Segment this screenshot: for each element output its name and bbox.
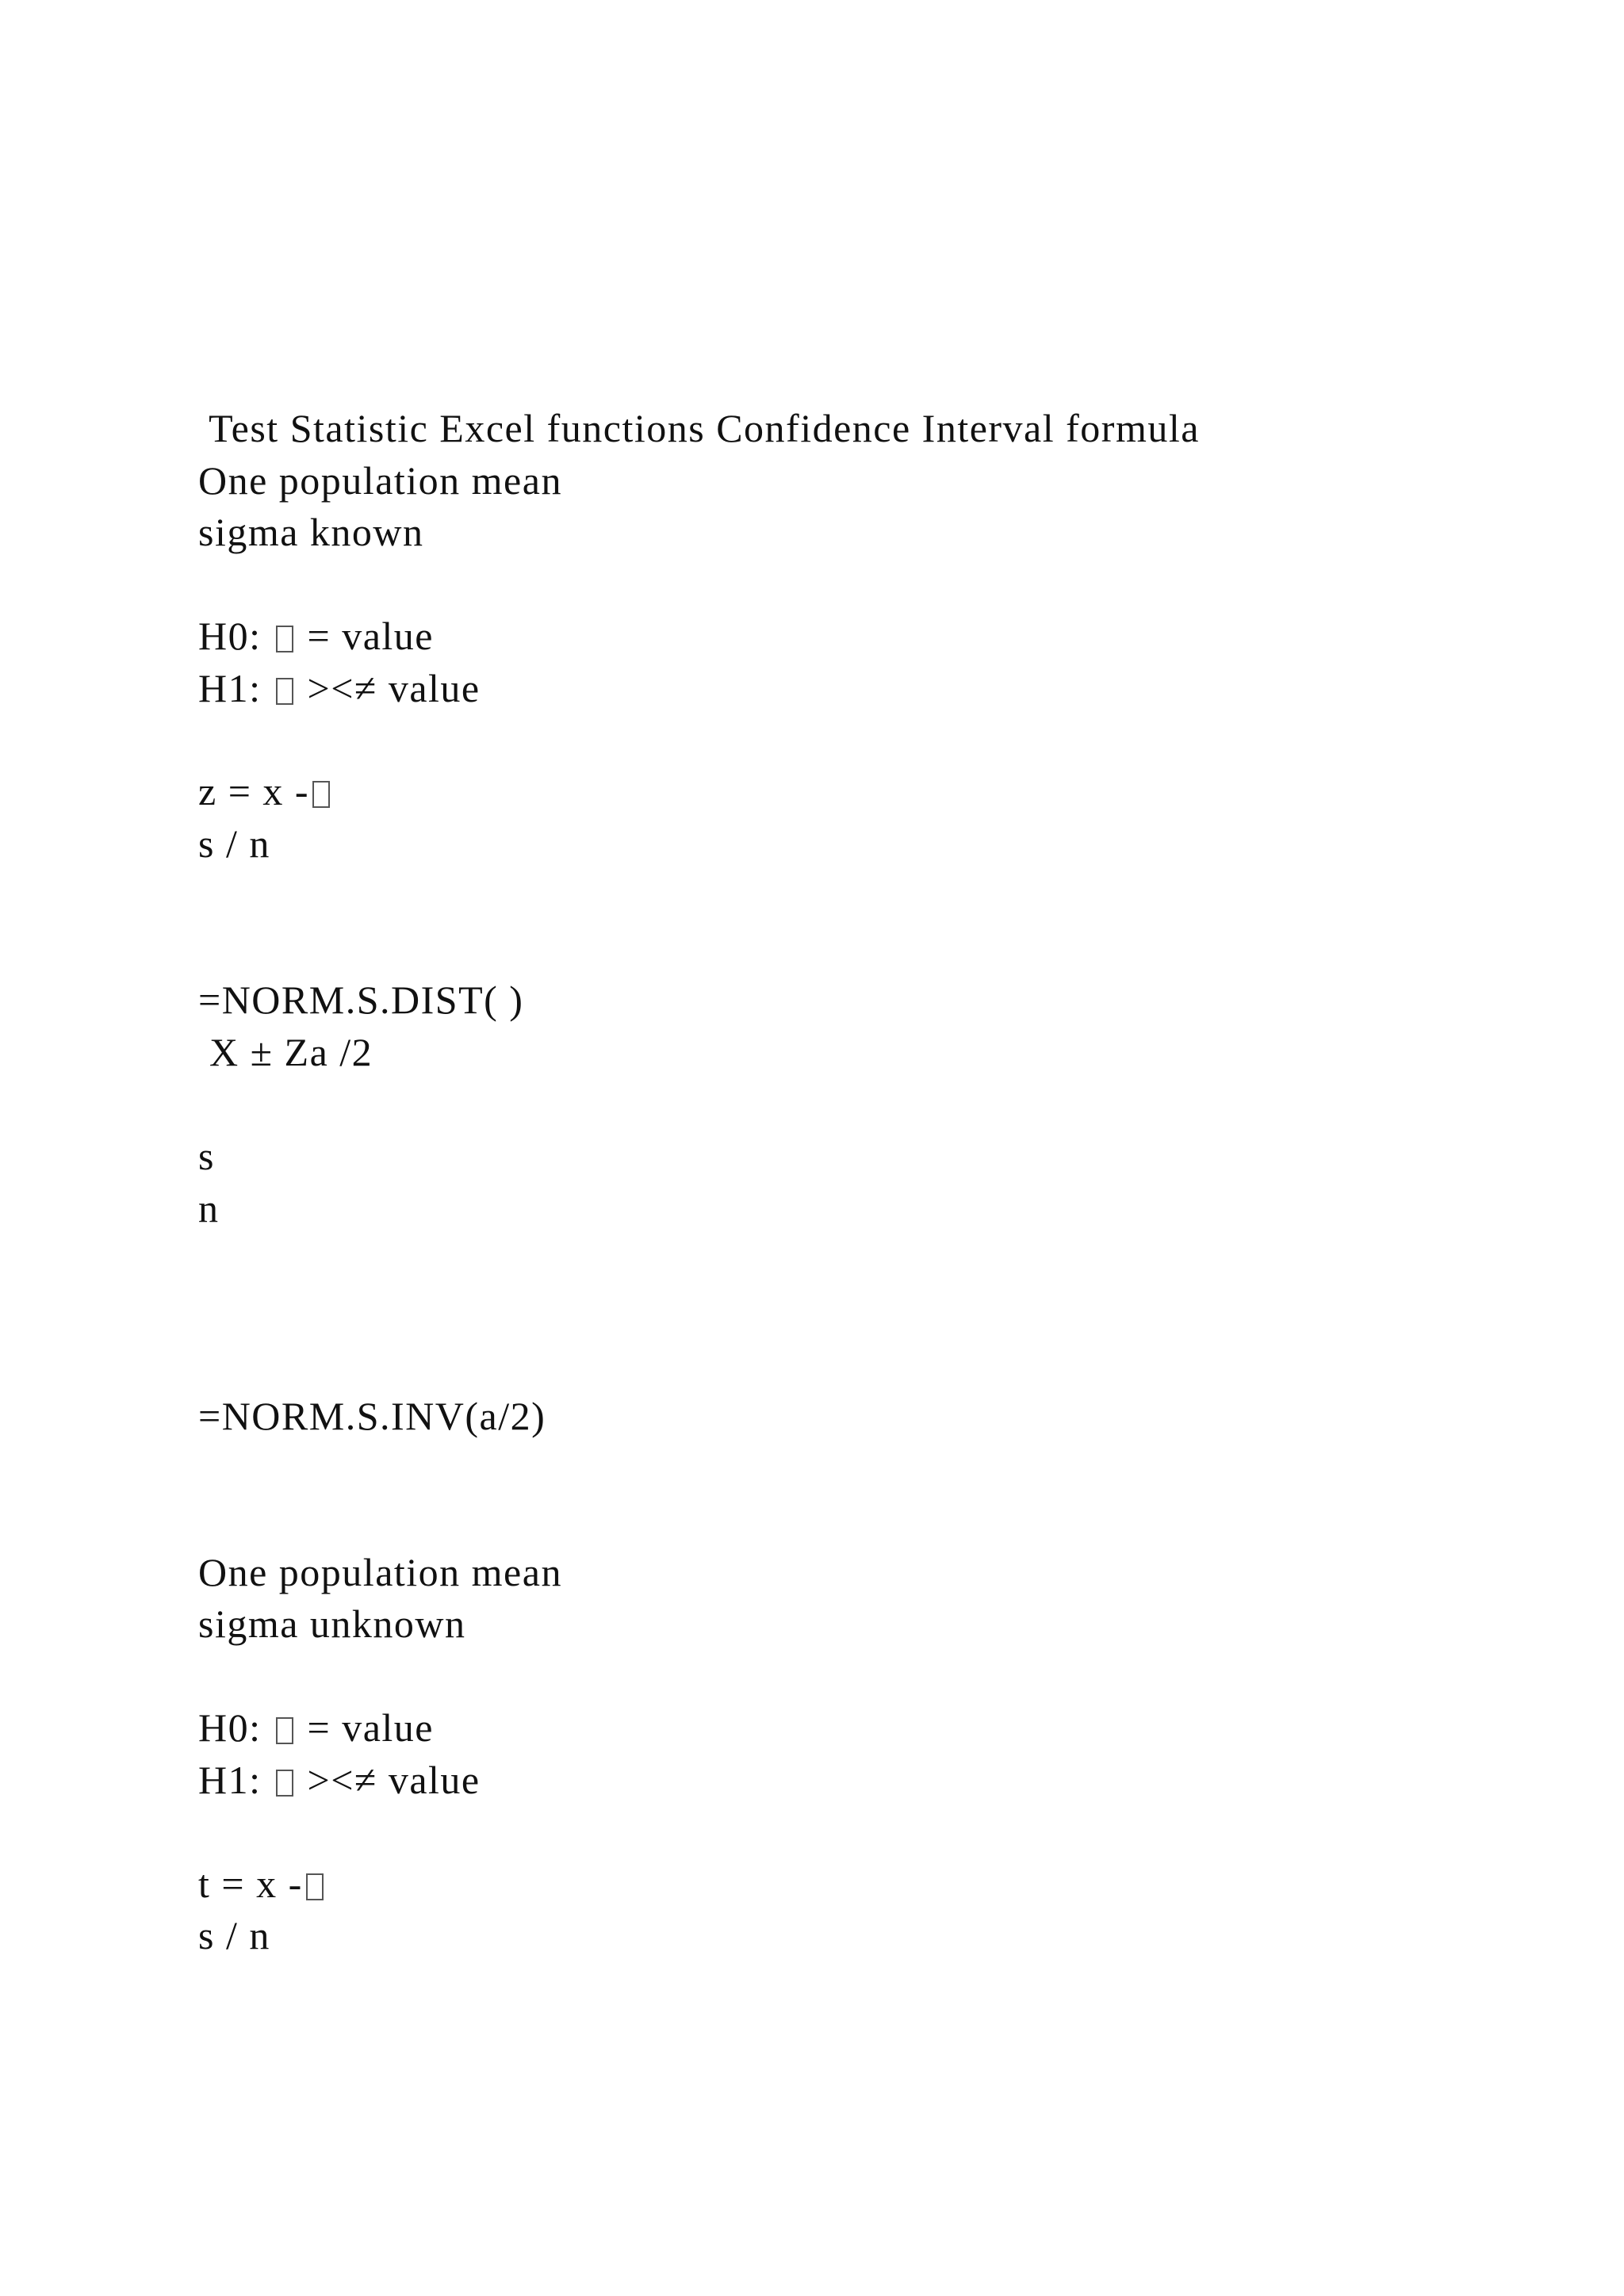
h1-prefix: H1: (198, 1758, 273, 1802)
missing-glyph-icon (276, 1770, 293, 1797)
missing-glyph-icon (306, 1873, 324, 1900)
section2-h1 (198, 1756, 481, 1804)
missing-glyph-icon (276, 1717, 293, 1744)
section2-stat-denominator: s / n (198, 1913, 270, 1957)
section2-title: One population mean (198, 1550, 562, 1594)
missing-glyph-icon (312, 781, 330, 808)
section1-ci-s: s (198, 1134, 215, 1178)
column-headers-text: Test Statistic Excel functions Confidence Interval formula (198, 406, 1200, 450)
h1-prefix: H1: (198, 666, 273, 710)
section1-stat-denominator: s / n (198, 821, 270, 866)
section2-subtitle: sigma unknown (198, 1601, 466, 1646)
stat-numerator-text: t = x - (198, 1862, 303, 1906)
section1-ci-formula: X ± Za /2 (198, 1030, 373, 1074)
section1-excel-dist: =NORM.S.DIST( ) (198, 978, 524, 1022)
h1-suffix: ><≠ value (296, 666, 481, 710)
section2-stat-numerator (198, 1860, 327, 1908)
section1-h1 (198, 664, 481, 712)
section1-excel-inv: =NORM.S.INV(a/2) (198, 1394, 546, 1438)
section1-ci-n: n (198, 1186, 220, 1230)
column-headers (198, 404, 1200, 452)
section1-stat-numerator (198, 767, 333, 815)
stat-numerator-text: z = x - (198, 769, 310, 813)
h0-suffix: = value (296, 1705, 434, 1750)
missing-glyph-icon (276, 678, 293, 705)
missing-glyph-icon (276, 626, 293, 652)
h1-suffix: ><≠ value (296, 1758, 481, 1802)
h0-prefix: H0: (198, 614, 273, 658)
section1-h0 (198, 612, 434, 660)
h0-suffix: = value (296, 614, 434, 658)
section1-title: One population mean (198, 458, 562, 503)
section2-h0 (198, 1704, 434, 1751)
h0-prefix: H0: (198, 1705, 273, 1750)
section1-subtitle: sigma known (198, 510, 424, 554)
